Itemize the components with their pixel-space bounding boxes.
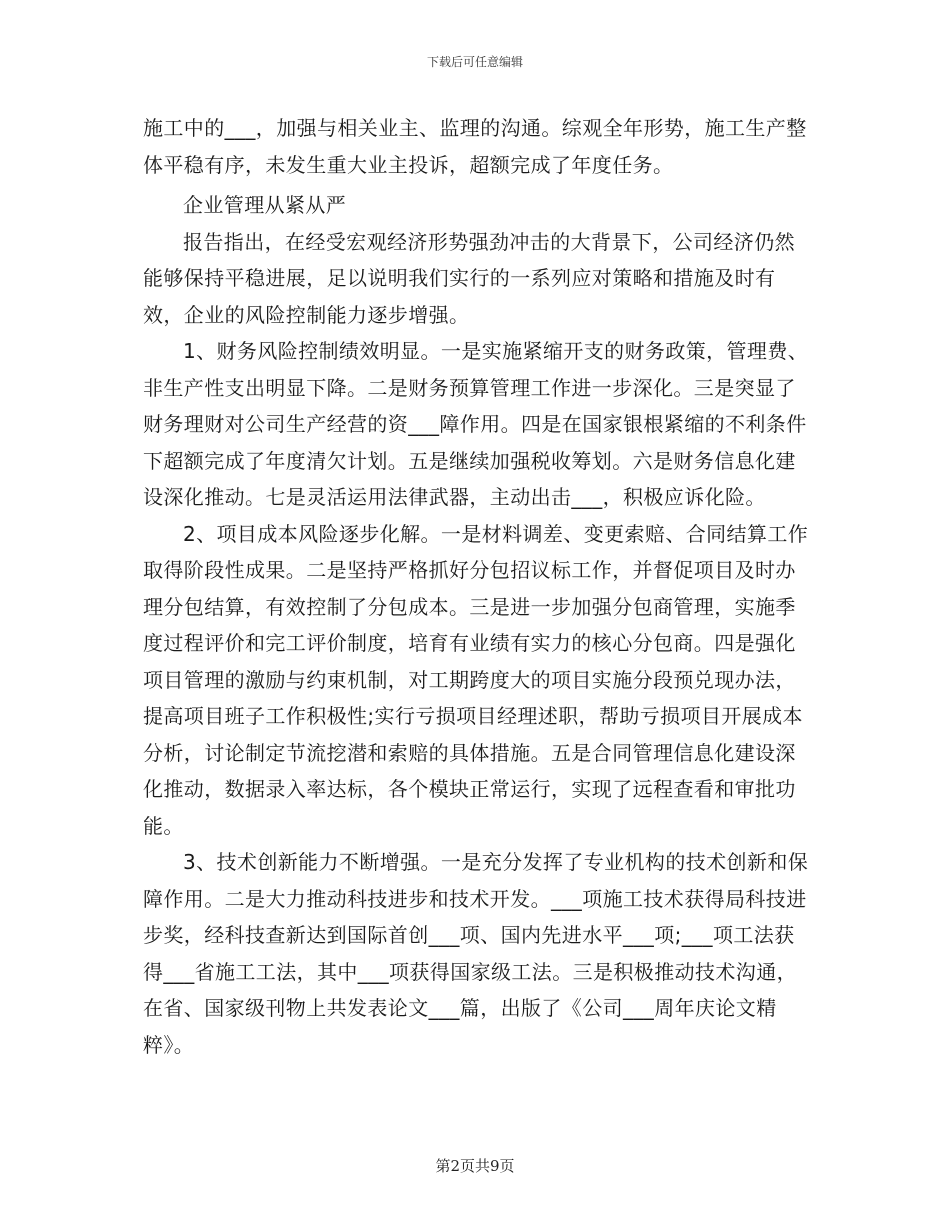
section-heading: 企业管理从紧从严 xyxy=(183,193,347,217)
page-header: 下载后可任意编辑 xyxy=(426,55,523,69)
paragraph-report-summary: 报告指出，在经受宏观经济形势强劲冲击的大背景下，公司经济仍然能够保持平稳进展，足以说明我们实行的一系列应对策略和措施及时有效，企业的风险控制能力逐步增强。 xyxy=(143,229,795,327)
page-number: 第2页共9页 xyxy=(435,1157,515,1175)
paragraph-financial-risk: 1、财务风险控制绩效明显。一是实施紧缩开支的财务政策，管理费、非生产性支出明显下降。二是财务预算管理工作进一步深化。三是突显了财务理财对公司生产经营的资___障作用。四是在国家银根紧缩的不利条件下超额完成了年度清欠计划。五是继续加强税收筹划。六是财务信息化建设深化推动。七是灵活运用法律武器，主动出击___，积极应诉化险。 xyxy=(143,339,809,509)
document-body xyxy=(143,110,813,1063)
paragraph-project-cost: 2、项目成本风险逐步化解。一是材料调差、变更索赔、合同结算工作取得阶段性成果。二是坚持严格抓好分包招议标工作，并督促项目及时办理分包结算，有效控制了分包成本。三是进一步加强分包商管理，实施季度过程评价和完工评价制度，培育有业绩有实力的核心分包商。四是强化项目管理的激励与约束机制，对工期跨度大的项目实施分段预兑现办法，提高项目班子工作积极性;实行亏损项目经理述职，帮助亏损项目开展成本分析，讨论制定节流挖潜和索赔的具体措施。五是合同管理信息化建设深化推动，数据录入率达标，各个模块正常运行，实现了远程查看和审批功能。 xyxy=(143,521,809,838)
paragraph-continuation: 施工中的___，加强与相关业主、监理的沟通。综观全年形势，施工生产整体平稳有序，未发生重大业主投诉，超额完成了年度任务。 xyxy=(143,116,807,177)
paragraph-tech-innovation: 3、技术创新能力不断增强。一是充分发挥了专业机构的技术创新和保障作用。二是大力推动科技进步和技术开发。___项施工技术获得局科技进步奖，经科技查新达到国际首创___项、国内先进水平___项;___项工法获得___省施工工法，其中___项获得国家级工法。三是积极推动技术沟通，在省、国家级刊物上共发表论文___篇，出版了《公司___周年庆论文精粹》。 xyxy=(143,850,809,1057)
